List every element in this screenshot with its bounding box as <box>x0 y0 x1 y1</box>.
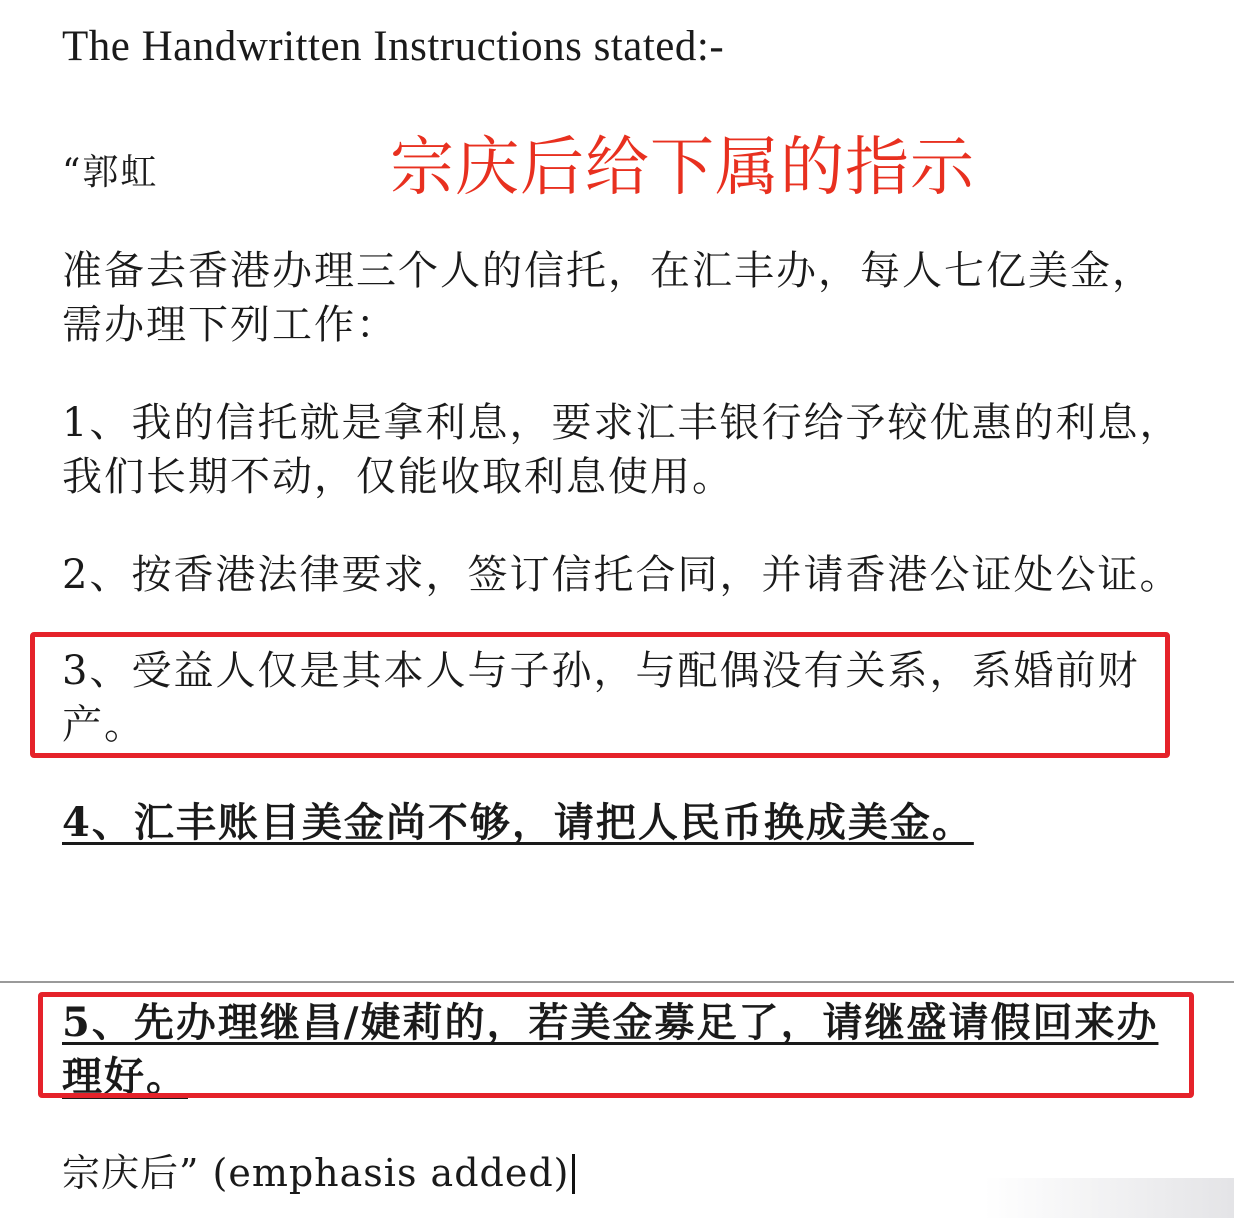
item-3-line-1: 3、受益人仅是其本人与子孙，与配偶没有关系，系婚前财 <box>62 648 1140 694</box>
text-cursor <box>572 1154 575 1194</box>
intro-line-1: 准备去香港办理三个人的信托，在汇丰办，每人七亿美金， <box>62 248 1154 294</box>
watermark-fade <box>984 1178 1234 1218</box>
page-divider <box>0 981 1234 983</box>
document-heading: The Handwritten Instructions stated:- <box>62 23 725 70</box>
item-1-line-1: 1、我的信托就是拿利息，要求汇丰银行给予较优惠的利息， <box>62 400 1182 446</box>
signature-line[interactable] <box>62 1146 575 1200</box>
item-4-line-1: 4、汇丰账目美金尚不够，请把人民币换成美金。 <box>62 799 974 846</box>
item-5-line-1: 5、先办理继昌/婕莉的，若美金募足了，请继盛请假回来办 <box>62 999 1159 1046</box>
item-3-line-2: 产。 <box>62 702 146 748</box>
item-5-line-2: 理好。 <box>62 1053 188 1100</box>
salutation: “郭虹 <box>62 152 159 193</box>
item-2-line-1: 2、按香港法律要求，签订信托合同，并请香港公证处公证。 <box>62 552 1182 598</box>
intro-line-2: 需办理下列工作： <box>62 302 398 348</box>
red-overlay-title: 宗庆后给下属的指示 <box>390 131 975 205</box>
item-1-line-2: 我们长期不动，仅能收取利息使用。 <box>62 454 734 500</box>
highlight-box-item-5 <box>38 992 1194 1098</box>
signature-text: 宗庆后” (emphasis added) <box>62 1151 570 1195</box>
highlight-box-item-3 <box>30 632 1170 758</box>
